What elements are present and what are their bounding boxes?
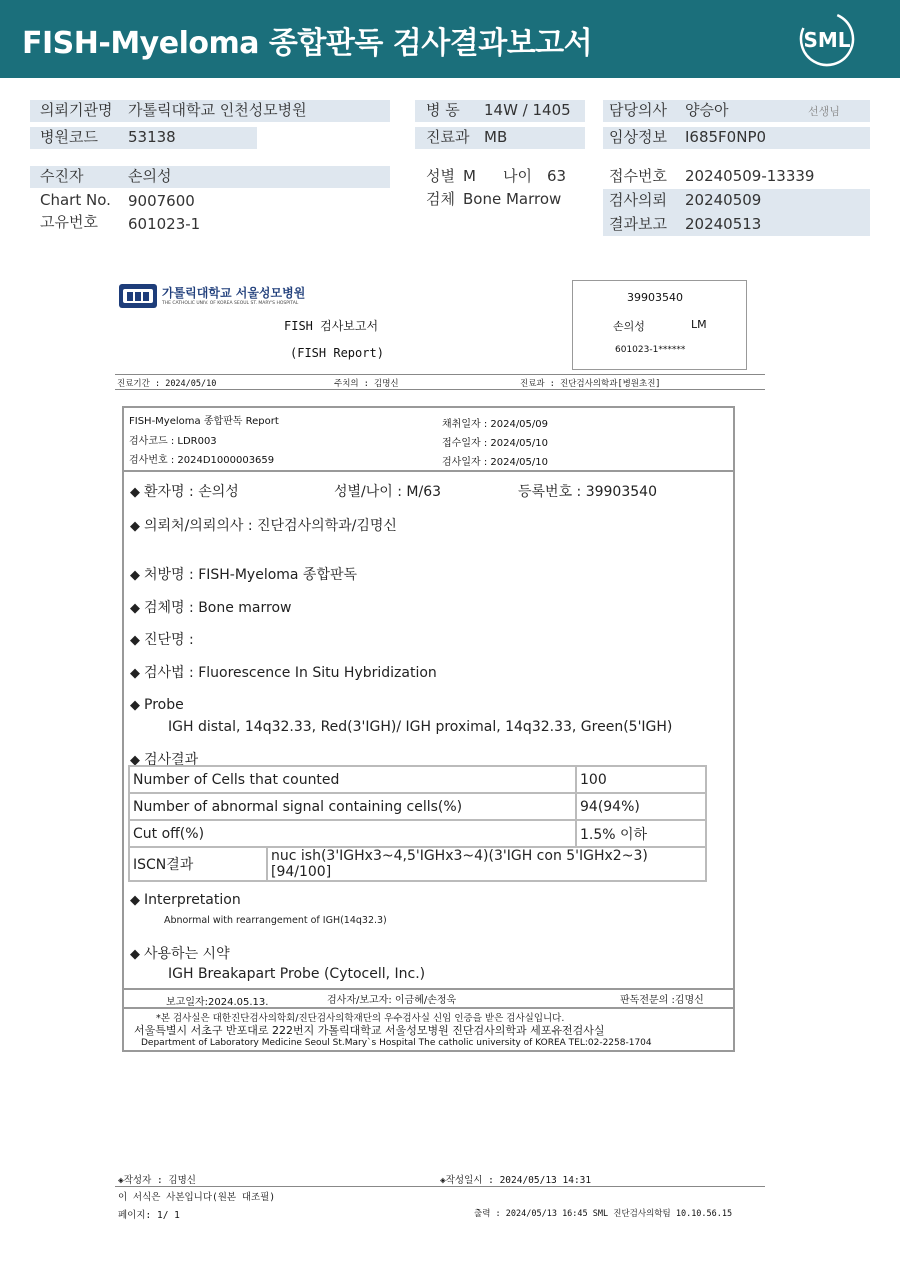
uid-value: 601023-1 [128,215,201,233]
receipt-value: 20240509-13339 [685,167,815,185]
method-text: 검사법 : Fluorescence In Situ Hybridization [144,665,437,681]
table-row [129,766,706,793]
divider [115,1186,765,1187]
hcode-label: 병원코드 [40,128,98,146]
patient-label: 수진자 [40,167,84,185]
table-cell-label: Number of Cells that counted [129,766,576,793]
reviewer: 판독전문의 :김명신 [620,995,704,1006]
uid-label: 고유번호 [40,213,98,231]
specimen-label: 검체 [426,190,455,208]
section-result: ◆ 검사결과 [130,752,199,768]
attending: 주치의 : 김명신 [334,379,399,389]
receipt-label: 접수번호 [609,167,667,185]
divider [115,389,765,390]
reporters: 검사자/보고자: 이금혜/손정욱 [327,995,457,1006]
dept-english: Department of Laboratory Medicine Seoul St.Mary`s Hospital The catholic university of KOREA TEL:02-2258-1704 [141,1038,652,1048]
age-label: 나이 [503,167,532,185]
iscn-label: ISCN결과 [129,847,267,881]
section-diagnosis: ◆ 진단명 : [130,632,194,648]
table-row [129,847,706,881]
referrer-text: 의뢰처/의뢰의사 : 진단검사의학과/김명신 [144,518,397,534]
inst-value: 가톨릭대학교 인천성모병원 [128,101,307,119]
doctor-label: 담당의사 [609,101,667,119]
table-cell-label: Cut off(%) [129,820,576,847]
request-value: 20240509 [685,191,762,209]
reagent-heading: 사용하는 시약 [144,946,230,962]
report-header-divider [124,470,733,472]
request-label: 검사의뢰 [609,191,667,209]
hospital-subtitle: THE CATHOLIC UNIV. OF KOREA SEOUL ST. MARY'S HOSPITAL [162,301,299,306]
rep-name: FISH-Myeloma 종합판독 Report [129,416,279,427]
reagent-detail: IGH Breakapart Probe (Cytocell, Inc.) [168,966,426,982]
rep-no: 검사번호 : 2024D1000003659 [129,455,275,466]
test-date: 검사일자 : 2024/05/10 [442,457,549,468]
section-interpretation: ◆ Interpretation [130,892,241,908]
clinical-value: I685F0NP0 [685,128,767,146]
reg-no: 등록번호 : 39903540 [518,484,657,500]
visit-period: 진료기간 : 2024/05/10 [117,379,217,389]
order-text: 처방명 : FISH-Myeloma 종합판독 [144,567,358,583]
rep-code: 검사코드 : LDR003 [129,436,217,447]
sex-label: 성별 [426,167,455,185]
cert-note: *본 검사실은 대한진단검사의학회/진단검사의학재단의 우수검사실 신임 인증을 받은 검사실입니다. [156,1013,565,1024]
hospital-name: 가톨릭대학교 서울성모병원 [162,286,306,300]
patient-name: 손의성 [613,320,645,333]
table-row [129,793,706,820]
write-date: ◈작성일시 : 2024/05/13 14:31 [440,1175,592,1186]
writer: ◈작성자 : 김명신 [118,1175,196,1186]
copy-note: 이 서식은 사본입니다(원본 대조필) [118,1192,276,1203]
sex-value: M [463,167,476,185]
result-value: 20240513 [685,215,762,233]
collect-date: 채취일자 : 2024/05/09 [442,419,549,430]
sex-age: 성별/나이 : M/63 [334,484,442,500]
sml-logo-text: SML [803,28,851,52]
section-specimen: ◆ 검체명 : Bone marrow [130,600,292,616]
table-cell-value: 1.5% 이하 [576,820,706,847]
divider [115,374,765,375]
section-patient: ◆ 환자명 : 손의성 [130,484,239,500]
section-order: ◆ 처방명 : FISH-Myeloma 종합판독 [130,567,358,583]
result-table [128,765,707,882]
specimen-text: 검체명 : Bone marrow [144,600,292,616]
patient-code: LM [691,318,707,331]
lab-address: 서울특별시 서초구 반포대로 222번지 가톨릭대학교 서울성모병원 진단검사의학과 세포유전검사실 [134,1024,605,1037]
inst-label: 의뢰기관명 [40,101,113,119]
divider [124,1007,733,1009]
report-title: FISH-Myeloma 종합판독 검사결과보고서 [22,26,593,61]
patient-number: 601023-1****** [615,345,686,355]
page-number: 페이지: 1/ 1 [118,1210,180,1221]
section-referrer: ◆ 의뢰처/의뢰의사 : 진단검사의학과/김명신 [130,518,397,534]
doctor-value: 양승아 [685,101,729,119]
chart-label: Chart No. [40,191,111,209]
table-cell-value: 94(94%) [576,793,706,820]
clinical-label: 임상정보 [609,128,667,146]
divider [124,988,733,990]
dept-label: 진료과 [426,128,470,146]
visit-dept: 진료과 : 진단검사의학과[병원초진] [520,379,661,389]
table-cell-label: Number of abnormal signal containing cells(%) [129,793,576,820]
doc-title-en: (FISH Report) [290,346,384,360]
header-bar [0,0,900,78]
result-label: 결과보고 [609,215,667,233]
report-date: 보고일자:2024.05.13. [166,997,269,1008]
interp-detail: Abnormal with rearrangement of IGH(14q32.3) [164,915,387,926]
dept-value: MB [484,128,508,146]
doc-title: FISH 검사보고서 [284,319,379,333]
patient-name-text: 환자명 : 손의성 [144,484,239,500]
row-bar [30,166,390,188]
diagnosis-text: 진단명 : [144,632,194,648]
patient-value: 손의성 [128,167,172,185]
ward-label: 병 동 [426,101,460,119]
hospital-emblem-icon [118,282,158,312]
print-info: 출력 : 2024/05/13 16:45 SML 진단검사의학팀 10.10.56.15 [474,1209,733,1219]
patient-label-box [572,280,747,370]
hcode-value: 53138 [128,128,176,146]
table-cell-value: 100 [576,766,706,793]
doctor-suffix: 선생님 [808,105,840,118]
iscn-value: nuc ish(3'IGHx3~4,5'IGHx3~4)(3'IGH con 5'IGHx2~3)[94/100] [267,847,706,881]
result-heading: 검사결과 [144,752,199,768]
interp-heading: Interpretation [144,892,241,908]
probe-heading: Probe [144,697,184,713]
section-probe: ◆ Probe [130,697,184,713]
sml-logo-icon [796,10,858,68]
section-method: ◆ 검사법 : Fluorescence In Situ Hybridization [130,665,437,681]
specimen-value: Bone Marrow [463,190,562,208]
section-reagent: ◆ 사용하는 시약 [130,946,230,962]
age-value: 63 [547,167,567,185]
table-row [129,820,706,847]
ward-value: 14W / 1405 [484,101,571,119]
chart-value: 9007600 [128,192,195,210]
probe-detail: IGH distal, 14q32.33, Red(3'IGH)/ IGH proximal, 14q32.33, Green(5'IGH) [168,719,673,735]
accept-date: 접수일자 : 2024/05/10 [442,438,549,449]
patient-id: 39903540 [627,291,683,304]
